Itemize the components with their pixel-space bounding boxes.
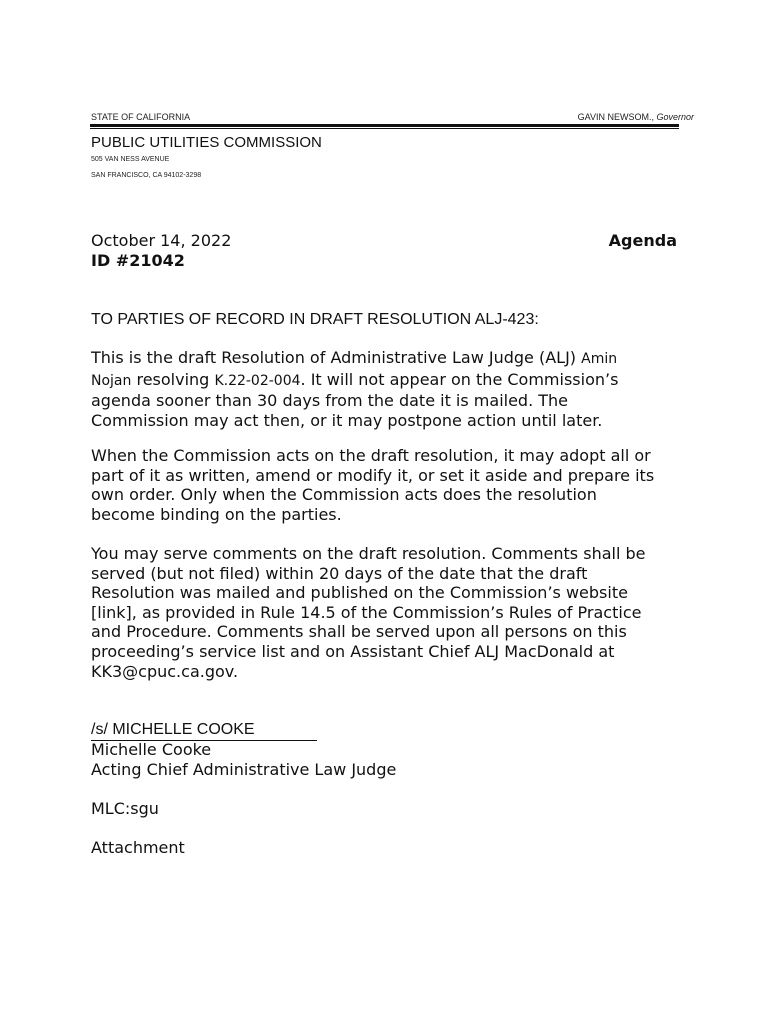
p1-line1-text: This is the draft Resolution of Administrative Law Judge (ALJ) [91, 348, 577, 367]
recipients-heading: TO PARTIES OF RECORD IN DRAFT RESOLUTION ALJ-423: [91, 311, 539, 328]
paragraph-3-line: proceeding’s service list and on Assistant Chief ALJ MacDonald at [91, 641, 615, 661]
alj-last-name: Nojan [91, 372, 132, 389]
address-line-1: 505 VAN NESS AVENUE [91, 156, 170, 163]
paragraph-3-line: You may serve comments on the draft resolution. Comments shall be [91, 544, 646, 563]
paragraph-3-line: Resolution was mailed and published on the Commission’s website [91, 583, 628, 603]
p1-line2-text: . It will not appear on the Commission’s [300, 369, 619, 389]
paragraph-2-line: part of it as written, amend or modify it, or set it aside and prepare its [91, 465, 655, 485]
alj-first-name: Amin [581, 351, 618, 367]
document-id: ID #21042 [91, 251, 185, 270]
agenda-label: Agenda [608, 231, 677, 250]
paragraph-2-line: become binding on the parties. [91, 504, 342, 524]
letterhead-rule-thin [90, 128, 679, 129]
governor-title: Governor [656, 112, 694, 122]
governor-name: GAVIN NEWSOM., [577, 112, 654, 122]
paragraph-3-line: [link], as provided in Rule 14.5 of the Commission’s Rules of Practice [91, 602, 642, 622]
paragraph-3-line: and Procedure. Comments shall be served upon all persons on this [91, 622, 627, 642]
resolving-word: resolving [136, 369, 210, 389]
signer-name: Michelle Cooke [91, 740, 212, 759]
paragraph-2-line: When the Commission acts on the draft resolution, it may adopt all or [91, 446, 651, 465]
document-date: October 14, 2022 [91, 231, 232, 250]
attachment-note: Attachment [91, 838, 185, 857]
paragraph-1-line-1 [91, 348, 618, 370]
paragraph-2-line: own order. Only when the Commission acts does the resolution [91, 485, 597, 505]
paragraph-1 [91, 348, 618, 430]
paragraph-1-line-2 [91, 370, 618, 392]
paragraph-1-line-3: agenda sooner than 30 days from the date it is mailed. The [91, 391, 569, 411]
signature-line: /s/ MICHELLE COOKE [91, 720, 317, 741]
paragraph-2 [91, 446, 654, 524]
governor-label [578, 112, 694, 122]
paragraph-3 [91, 544, 645, 681]
state-label: STATE OF CALIFORNIA [91, 112, 191, 122]
letterhead-rule-thick [90, 124, 679, 127]
paragraph-1-line-4: Commission may act then, or it may postpone action until later. [91, 410, 603, 430]
paragraph-3-line: KK3@cpuc.ca.gov. [91, 661, 239, 681]
address-line-2: SAN FRANCISCO, CA 94102-3298 [91, 172, 202, 179]
signer-title: Acting Chief Administrative Law Judge [91, 760, 397, 779]
reference-initials: MLC:sgu [91, 799, 159, 818]
paragraph-3-line: served (but not filed) within 20 days of the date that the draft [91, 563, 588, 583]
proceeding-number: K.22-02-004 [214, 372, 301, 389]
commission-name: PUBLIC UTILITIES COMMISSION [91, 134, 322, 151]
